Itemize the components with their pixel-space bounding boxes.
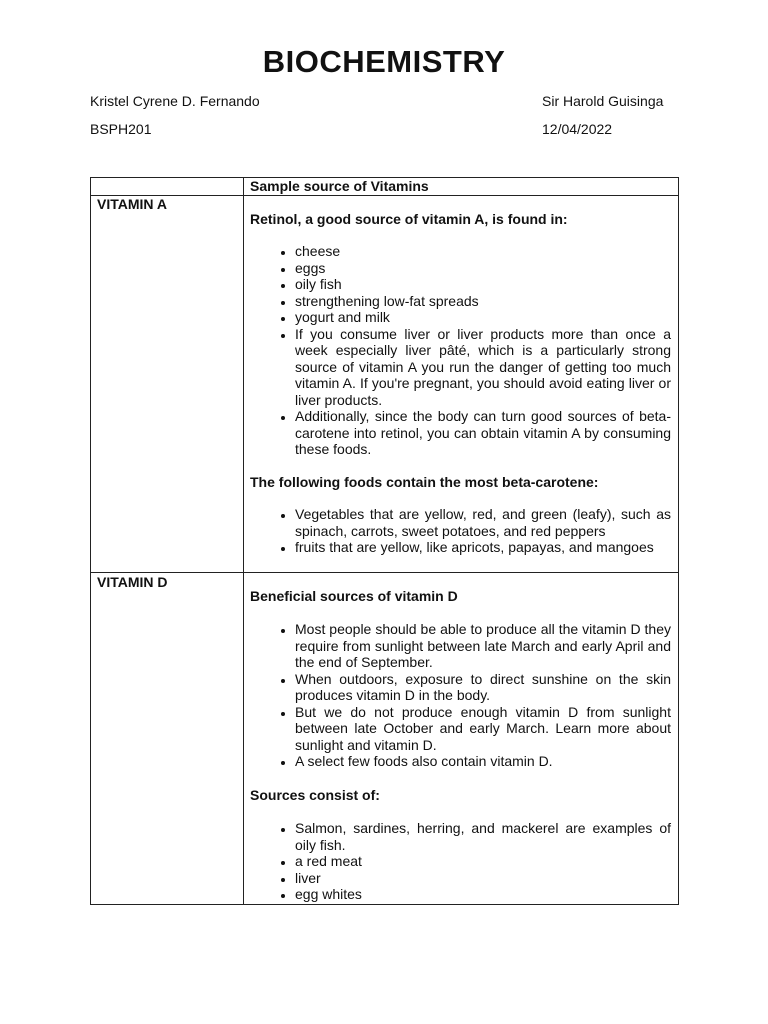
list-item: • yogurt and milk bbox=[295, 309, 671, 326]
retinol-list bbox=[250, 243, 671, 458]
list-item: • If you consume liver or liver products more than once a week especially liver pâté, which is a particularly strong source of vitamin A you run the danger of getting too much vitamin A. If you're pregnant, you should avoid eating liver or liver products. bbox=[295, 326, 671, 409]
header-label-cell: Sample source of Vitamins bbox=[244, 178, 679, 196]
list-item: • A select few foods also contain vitamin D. bbox=[295, 753, 671, 770]
list-item: • egg whites bbox=[295, 886, 671, 903]
student-name: Kristel Cyrene D. Fernando bbox=[90, 93, 260, 109]
instructor-name: Sir Harold Guisinga bbox=[542, 93, 664, 109]
sources-consist-list bbox=[250, 820, 671, 903]
vitamin-d-sources-list bbox=[250, 621, 671, 770]
list-item: • Most people should be able to produce all the vitamin D they require from sunlight between late March and early April and the end of September. bbox=[295, 621, 671, 671]
list-item: • cheese bbox=[295, 243, 671, 260]
list-item: • fruits that are yellow, like apricots, papayas, and mangoes bbox=[295, 539, 671, 556]
vitamin-d-label: VITAMIN D bbox=[91, 572, 244, 904]
document-title: BIOCHEMISTRY bbox=[262, 44, 506, 79]
vitamin-d-content bbox=[244, 572, 679, 904]
list-item: • Salmon, sardines, herring, and mackerel are examples of oily fish. bbox=[295, 820, 671, 853]
list-item: • Additionally, since the body can turn good sources of beta-carotene into retinol, you can obtain vitamin A by consuming these foods. bbox=[295, 408, 671, 458]
list-item: • a red meat bbox=[295, 853, 671, 870]
sources-consist-heading: Sources consist of: bbox=[250, 786, 380, 803]
vitamin-d-sources-heading: Beneficial sources of vitamin D bbox=[250, 587, 458, 604]
document-date: 12/04/2022 bbox=[542, 121, 613, 137]
retinol-heading: Retinol, a good source of vitamin A, is found in: bbox=[250, 210, 568, 227]
list-item: • eggs bbox=[295, 260, 671, 277]
vitamin-a-label: VITAMIN A bbox=[91, 195, 244, 572]
table-header-row bbox=[91, 178, 679, 196]
list-item: • Vegetables that are yellow, red, and green (leafy), such as spinach, carrots, sweet potatoes, and red peppers bbox=[295, 506, 671, 539]
section-code: BSPH201 bbox=[90, 121, 152, 137]
list-item: • liver bbox=[295, 870, 671, 887]
vitamin-sources-table bbox=[90, 177, 679, 905]
list-item: • strengthening low-fat spreads bbox=[295, 293, 671, 310]
vitamin-d-row bbox=[91, 572, 679, 904]
beta-carotene-heading: The following foods contain the most beta-carotene: bbox=[250, 473, 599, 490]
vitamin-a-row bbox=[91, 195, 679, 572]
beta-carotene-list bbox=[250, 506, 671, 556]
list-item: • But we do not produce enough vitamin D from sunlight between late October and early March. Learn more about sunlight and vitamin D. bbox=[295, 704, 671, 754]
list-item: • oily fish bbox=[295, 276, 671, 293]
header-empty-cell bbox=[91, 178, 244, 196]
list-item: • When outdoors, exposure to direct sunshine on the skin produces vitamin D in the body. bbox=[295, 671, 671, 704]
vitamin-a-content bbox=[244, 195, 679, 572]
